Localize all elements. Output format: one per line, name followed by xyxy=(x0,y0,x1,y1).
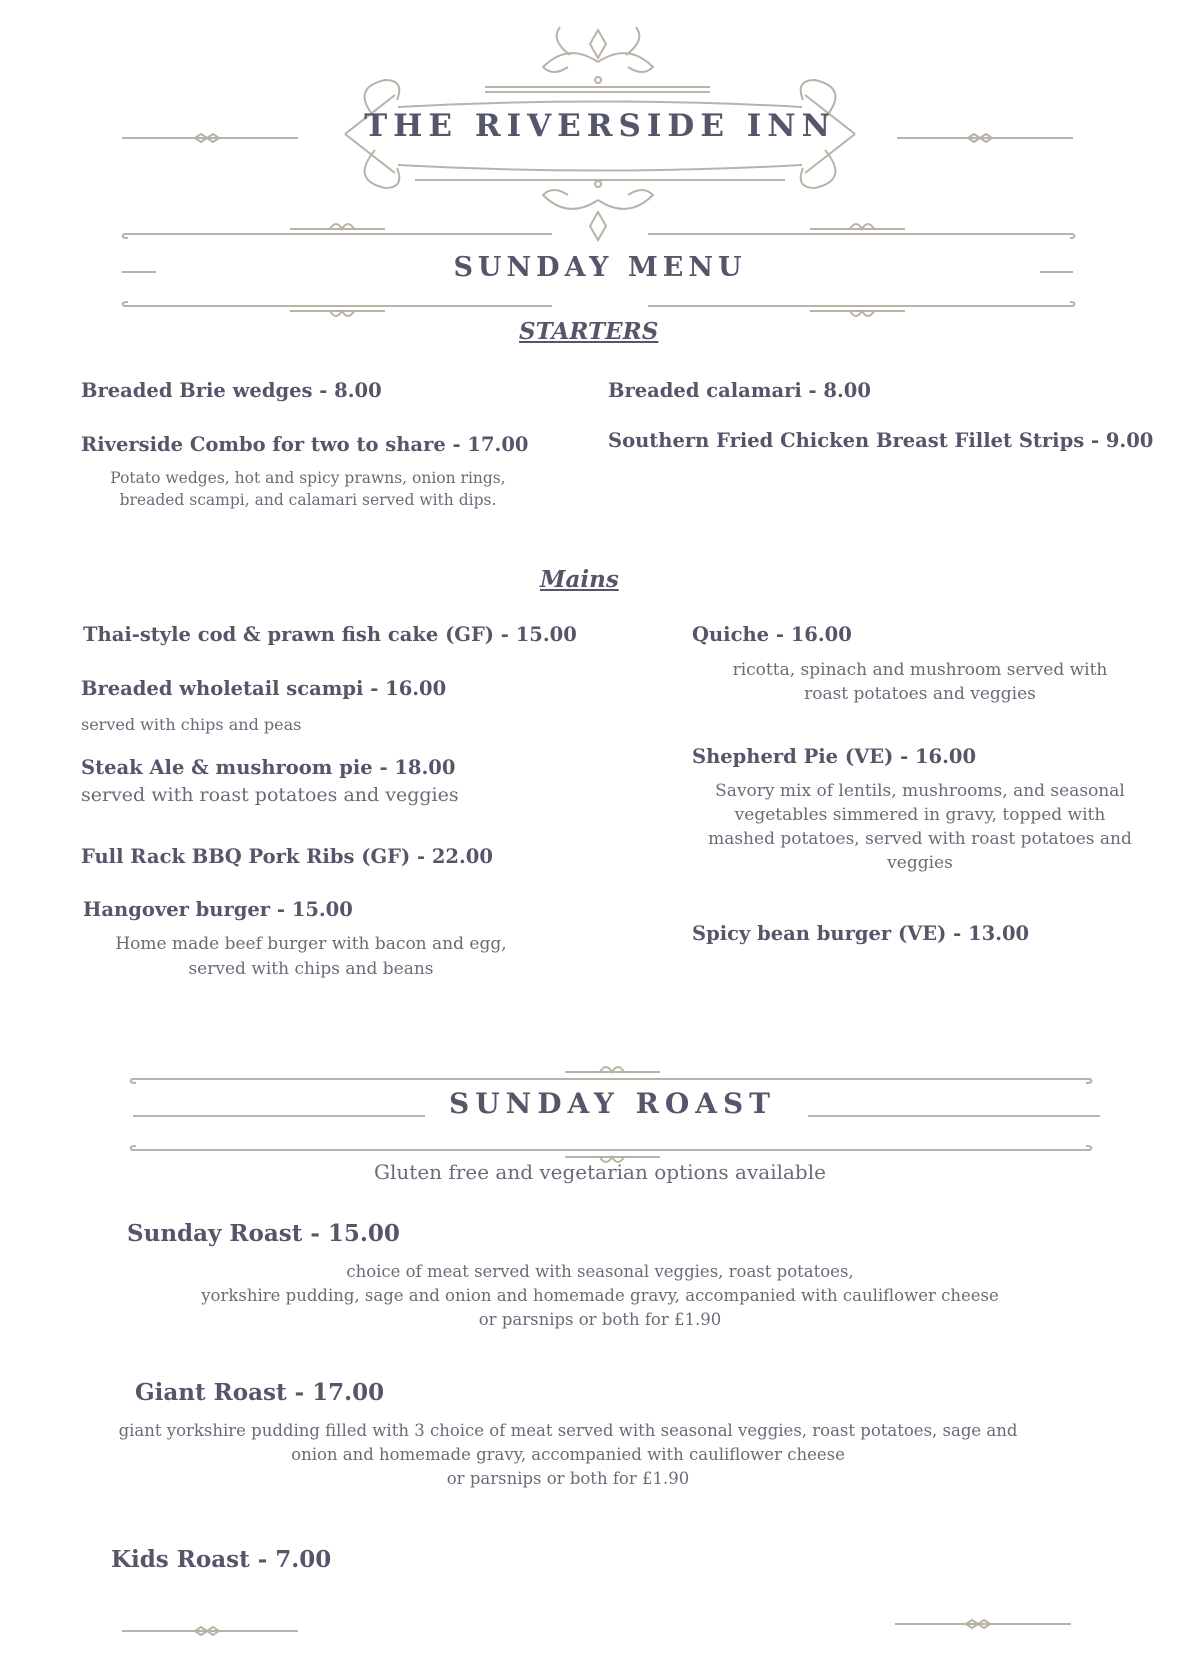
menu-title: SUNDAY MENU xyxy=(453,252,747,283)
main-item: Hangover burger - 15.00 xyxy=(83,898,353,921)
roast-item-description: choice of meat served with seasonal veggies, roast potatoes, yorkshire pudding, sage and onion and homemade gravy, accompanied with cauliflower cheese or parsnips or both for £1.90 xyxy=(201,1262,999,1329)
main-item: Spicy bean burger (VE) - 13.00 xyxy=(692,922,1030,945)
starter-item: Breaded calamari - 8.00 xyxy=(608,379,871,402)
roast-subheading: Gluten free and vegetarian options available xyxy=(374,1160,826,1184)
main-item: Shepherd Pie (VE) - 16.00 xyxy=(692,745,977,768)
main-item: Breaded wholetail scampi - 16.00 xyxy=(81,677,447,700)
main-item-description: ricotta, spinach and mushroom served with roast potatoes and veggies xyxy=(732,660,1108,704)
starter-item: Breaded Brie wedges - 8.00 xyxy=(81,379,382,402)
footer-flourish xyxy=(122,1620,1071,1635)
main-item: Thai-style cod & prawn fish cake (GF) - 15.00 xyxy=(83,623,577,646)
main-item: Quiche - 16.00 xyxy=(692,623,852,646)
starters-heading: STARTERS xyxy=(519,318,659,345)
restaurant-name: THE RIVERSIDE INN xyxy=(364,108,836,144)
main-item-description: Savory mix of lentils, mushrooms, and seasonal vegetables simmered in gravy, topped with mashed potatoes, served with roast potatoes and veggies xyxy=(708,781,1132,873)
starter-item: Southern Fried Chicken Breast Fillet Strips - 9.00 xyxy=(608,429,1154,452)
roast-item-description: giant yorkshire pudding filled with 3 choice of meat served with seasonal veggies, roast potatoes, sage and onion and homemade gravy, accompanied with cauliflower cheese or parsnips or both for £1.90 xyxy=(118,1421,1018,1488)
roast-heading: SUNDAY ROAST xyxy=(448,1087,777,1120)
main-item-description: served with roast potatoes and veggies xyxy=(81,784,459,806)
main-item-description: served with chips and peas xyxy=(81,715,302,734)
mains-heading: Mains xyxy=(540,566,619,593)
roast-item: Kids Roast - 7.00 xyxy=(111,1546,332,1573)
main-item: Full Rack BBQ Pork Ribs (GF) - 22.00 xyxy=(81,845,493,868)
starter-item-description: Potato wedges, hot and spicy prawns, onion rings, breaded scampi, and calamari served with dips. xyxy=(110,469,506,509)
main-item-description: Home made beef burger with bacon and egg, served with chips and beans xyxy=(115,934,507,979)
roast-item: Sunday Roast - 15.00 xyxy=(127,1220,400,1247)
starter-item: Riverside Combo for two to share - 17.00 xyxy=(81,433,529,456)
main-item: Steak Ale & mushroom pie - 18.00 xyxy=(81,756,456,779)
roast-item: Giant Roast - 17.00 xyxy=(135,1379,385,1406)
